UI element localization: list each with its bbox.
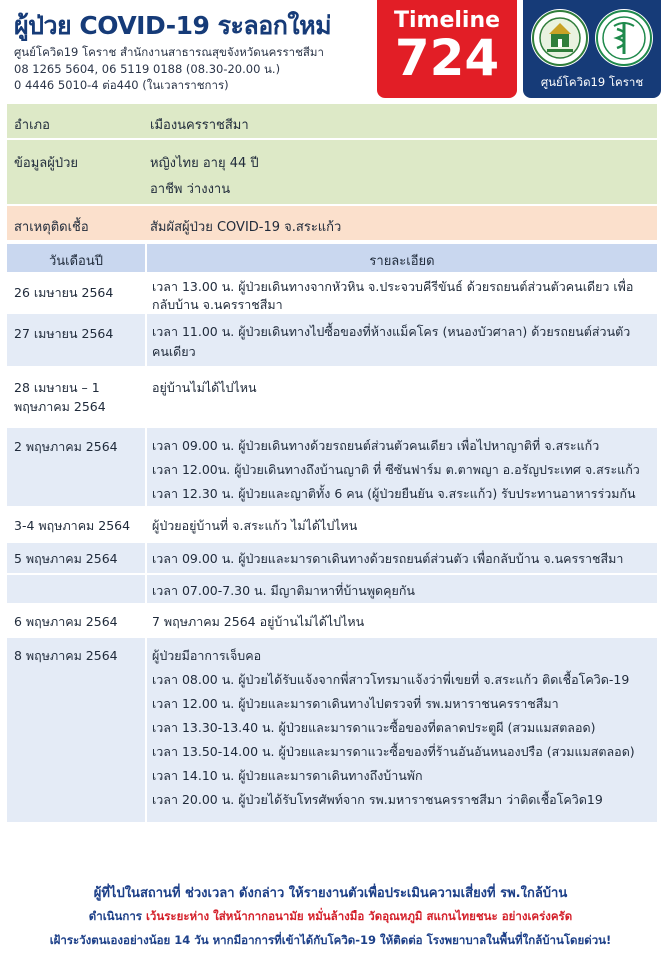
timeline-label: Timeline [393,8,501,33]
table-row: 28 เมษายน – 1 พฤษภาคม 2564 อยู่บ้านไม่ได้ไปไหน [7,366,657,426]
row-date: 2 พฤษภาคม 2564 [14,439,118,454]
patient-occupation: อาชีพ ว่างงาน [150,182,231,197]
contact-phone-2: 0 4446 5010-4 ต่อ440 (ในเวลาราชการ) [14,78,229,92]
notice-self-monitoring: เฝ้าระวังตนเองอย่างน้อย 14 วัน หากมีอาการที่เข้าได้กับโควิด-19 ให้ติดต่อ โรงพยาบาลในพื้นที่ใกล้บ้านโดยด่วน! [49,933,612,947]
table-row: 26 เมษายน 2564 เวลา 13.00 น. ผู้ป่วยเดินทางจากหัวหิน จ.ประจวบคีรีขันธ์ ด้วยรถยนต์ส่วนตัวคนเดียว เพื่อ กลับบ้าน จ.นครราชสีมา [7,272,657,312]
timeline-badge [377,0,517,98]
moph-logo [595,9,653,67]
patient-row [7,140,657,206]
table-row: เวลา 07.00-7.30 น. มีญาติมาหาที่บ้านพูดคุยกัน [7,573,657,603]
cause-value: สัมผัสผู้ป่วย COVID-19 จ.สระแก้ว [150,220,342,235]
row-date: 8 พฤษภาคม 2564 [14,648,118,663]
header [0,0,661,104]
row-date: 6 พฤษภาคม 2564 [14,614,118,629]
district-value: เมืองนครราชสีมา [150,118,249,133]
organization-name: ศูนย์โควิด19 โคราช สำนักงานสาธารณสุขจังหวัดนครราชสีมา [14,45,324,59]
cause-label: สาเหตุติดเชื้อ [14,220,89,235]
row-date: 27 เมษายน 2564 [14,326,114,341]
patient-profile: หญิงไทย อายุ 44 ปี [150,156,259,171]
contact-phone-1: 08 1265 5604, 06 5119 0188 (08.30-20.00 น.) [14,62,281,76]
row-date: 3-4 พฤษภาคม 2564 [14,518,131,533]
provincial-seal-logo [531,9,589,67]
table-row: 5 พฤษภาคม 2564 เวลา 09.00 น. ผู้ป่วยและมารดาเดินทางด้วยรถยนต์ส่วนตัว เพื่อกลับบ้าน จ.นครราชสีมา [7,541,657,573]
timeline-number: 724 [394,29,500,87]
table-row: 8 พฤษภาคม 2564 ผู้ป่วยมีอาการเจ็บคอ เวลา 08.00 น. ผู้ป่วยได้รับแจ้งจากพี่สาวโทรมาแจ้งว่าพี่เขยที่ จ.สระแก้ว ติดเชื้อโควิด-19 เวลา 12.00 น. ผู้ป่วยและมารดาเดินทางไปตรวจที่ รพ.มหาราชนครราชสีมา เวลา 13.30-13.40 น. ผู้ป่วยและมารดาแวะซื้อของที่ตลาดประตูผี (สวมแมสตลอด) เวลา 13.50-14.00 น. ผู้ป่วยและมารดาแวะซื้อของที่ร้านอันอันหนองปรือ (สวมแมสตลอด) เวลา 14.10 น. ผู้ป่วยและมารดาเดินทางถึงบ้านพัก เวลา 20.00 น. ผู้ป่วยได้รับโทรศัพท์จาก รพ.มหาราชนครราชสีมา ว่าติดเชื้อโควิด19 [7,636,657,822]
row-date: 28 เมษายน – 1 พฤษภาคม 2564 [14,380,106,414]
timeline-table [7,244,657,822]
date-column-header: วันเดือนปี [48,254,104,269]
row-date: 26 เมษายน 2564 [14,285,114,300]
table-row: 27 เมษายน 2564 เวลา 11.00 น. ผู้ป่วยเดินทางไปซื้อของที่ห้างแม็คโคร (หนองบัวศาลา) ด้วยรถยนต์ส่วนตัว คนเดียว [7,312,657,366]
notice-prevention: ดำเนินการ เว้นระยะห่าง ใส่หน้ากากอนามัย หมั่นล้างมือ วัดอุณหภูมิ สแกนไทยชนะ อย่างเคร่งครัด [88,909,573,923]
timeline-header [7,244,657,272]
page-title: ผู้ป่วย COVID-19 ระลอกใหม่ [14,11,332,40]
district-label: อำเภอ [14,118,50,133]
cause-row [7,206,657,242]
district-row [7,104,657,140]
detail-column-header: รายละเอียด [369,254,435,269]
row-date: 5 พฤษภาคม 2564 [14,551,118,566]
case-info-table [7,104,657,242]
notice-report: ผู้ที่ไปในสถานที่ ช่วงเวลา ดังกล่าว ให้รายงานตัวเพื่อประเมินความเสี่ยงที่ รพ.ใกล้บ้าน [93,886,568,901]
table-row: 3-4 พฤษภาคม 2564 ผู้ป่วยอยู่บ้านที่ จ.สระแก้ว ไม่ได้ไปไหน [7,506,657,541]
table-row: 6 พฤษภาคม 2564 7 พฤษภาคม 2564 อยู่บ้านไม่ได้ไปไหน [7,603,657,636]
patient-label: ข้อมูลผู้ป่วย [14,156,79,171]
table-row: 2 พฤษภาคม 2564 เวลา 09.00 น. ผู้ป่วยเดินทางด้วยรถยนต์ส่วนตัวคนเดียว เพื่อไปหาญาติที่ จ.สระแก้ว เวลา 12.00น. ผู้ป่วยเดินทางถึงบ้านญาติ ที่ ซีซันฟาร์ม ต.ตาพญา อ.อรัญประเทศ จ.สระแก้ว เวลา 12.30 น. ผู้ป่วยและญาติทั้ง 6 คน (ผู้ป่วยยืนยัน จ.สระแก้ว) รับประทานอาหารร่วมกัน [7,426,657,506]
logo-caption: ศูนย์โควิด19 โคราช [540,75,644,89]
logo-panel [523,0,661,98]
